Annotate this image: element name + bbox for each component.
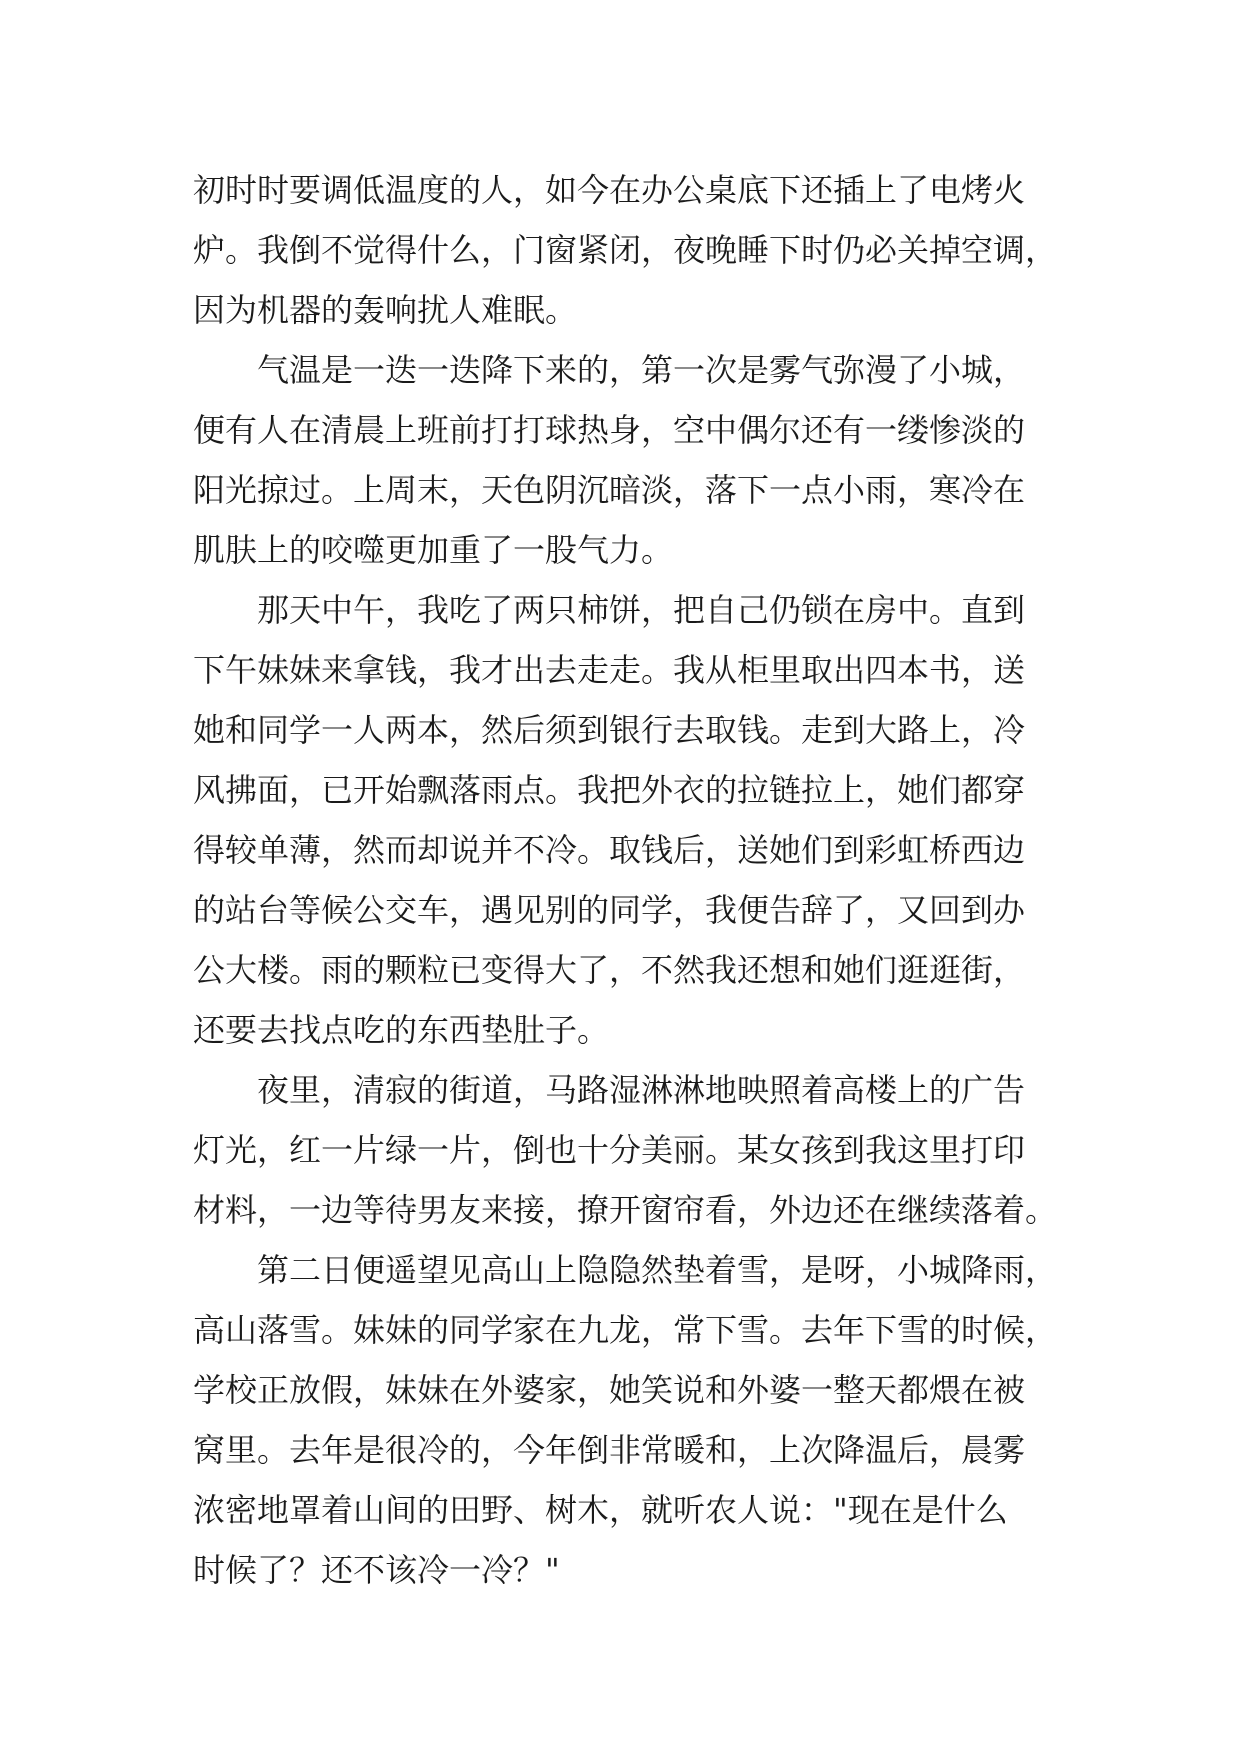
text-line: 风拂面，已开始飘落雨点。我把外衣的拉链拉上，她们都穿 — [193, 771, 1026, 809]
text-line: 因为机器的轰响扰人难眠。 — [193, 291, 578, 329]
paragraph — [193, 160, 1063, 340]
text-line: 她和同学一人两本，然后须到银行去取钱。走到大路上，冷 — [193, 711, 1026, 749]
paragraph — [193, 1060, 1063, 1240]
paragraph — [193, 340, 1063, 580]
text-line: 灯光，红一片绿一片，倒也十分美丽。某女孩到我这里打印 — [193, 1131, 1026, 1169]
text-line: 材料，一边等待男友来接，撩开窗帘看，外边还在继续落着。 — [193, 1191, 1058, 1229]
text-line: 高山落雪。妹妹的同学家在九龙，常下雪。去年下雪的时候， — [193, 1311, 1058, 1349]
text-line: 便有人在清晨上班前打打球热身，空中偶尔还有一缕惨淡的 — [193, 411, 1026, 449]
text-line: 炉。我倒不觉得什么，门窗紧闭，夜晚睡下时仍必关掉空调， — [193, 231, 1058, 269]
text-line: 那天中午，我吃了两只柿饼，把自己仍锁在房中。直到 — [257, 591, 1026, 629]
text-line: 公大楼。雨的颗粒已变得大了，不然我还想和她们逛逛街， — [193, 951, 1026, 989]
text-line: 夜里，清寂的街道，马路湿淋淋地映照着高楼上的广告 — [257, 1071, 1026, 1109]
text-line: 的站台等候公交车，遇见别的同学，我便告辞了，又回到办 — [193, 891, 1026, 929]
text-line: 浓密地罩着山间的田野、树木，就听农人说："现在是什么 — [193, 1491, 1008, 1529]
text-line: 初时时要调低温度的人，如今在办公桌底下还插上了电烤火 — [193, 171, 1026, 209]
paragraph — [193, 580, 1063, 1060]
text-line: 阳光掠过。上周末，天色阴沉暗淡，落下一点小雨，寒冷在 — [193, 471, 1026, 509]
text-line: 学校正放假，妹妹在外婆家，她笑说和外婆一整天都煨在被 — [193, 1371, 1026, 1409]
text-line: 第二日便遥望见高山上隐隐然垫着雪，是呀，小城降雨， — [257, 1251, 1058, 1289]
text-line: 还要去找点吃的东西垫肚子。 — [193, 1011, 610, 1049]
text-line: 气温是一迭一迭降下来的，第一次是雾气弥漫了小城， — [257, 351, 1026, 389]
text-line: 时候了？还不该冷一冷？" — [193, 1551, 560, 1589]
paragraph — [193, 1240, 1063, 1600]
text-line: 窝里。去年是很冷的，今年倒非常暖和，上次降温后，晨雾 — [193, 1431, 1026, 1469]
text-line: 得较单薄，然而却说并不冷。取钱后，送她们到彩虹桥西边 — [193, 831, 1026, 869]
text-line: 下午妹妹来拿钱，我才出去走走。我从柜里取出四本书，送 — [193, 651, 1026, 689]
body-text — [193, 160, 1063, 1600]
text-line: 肌肤上的咬噬更加重了一股气力。 — [193, 531, 674, 569]
